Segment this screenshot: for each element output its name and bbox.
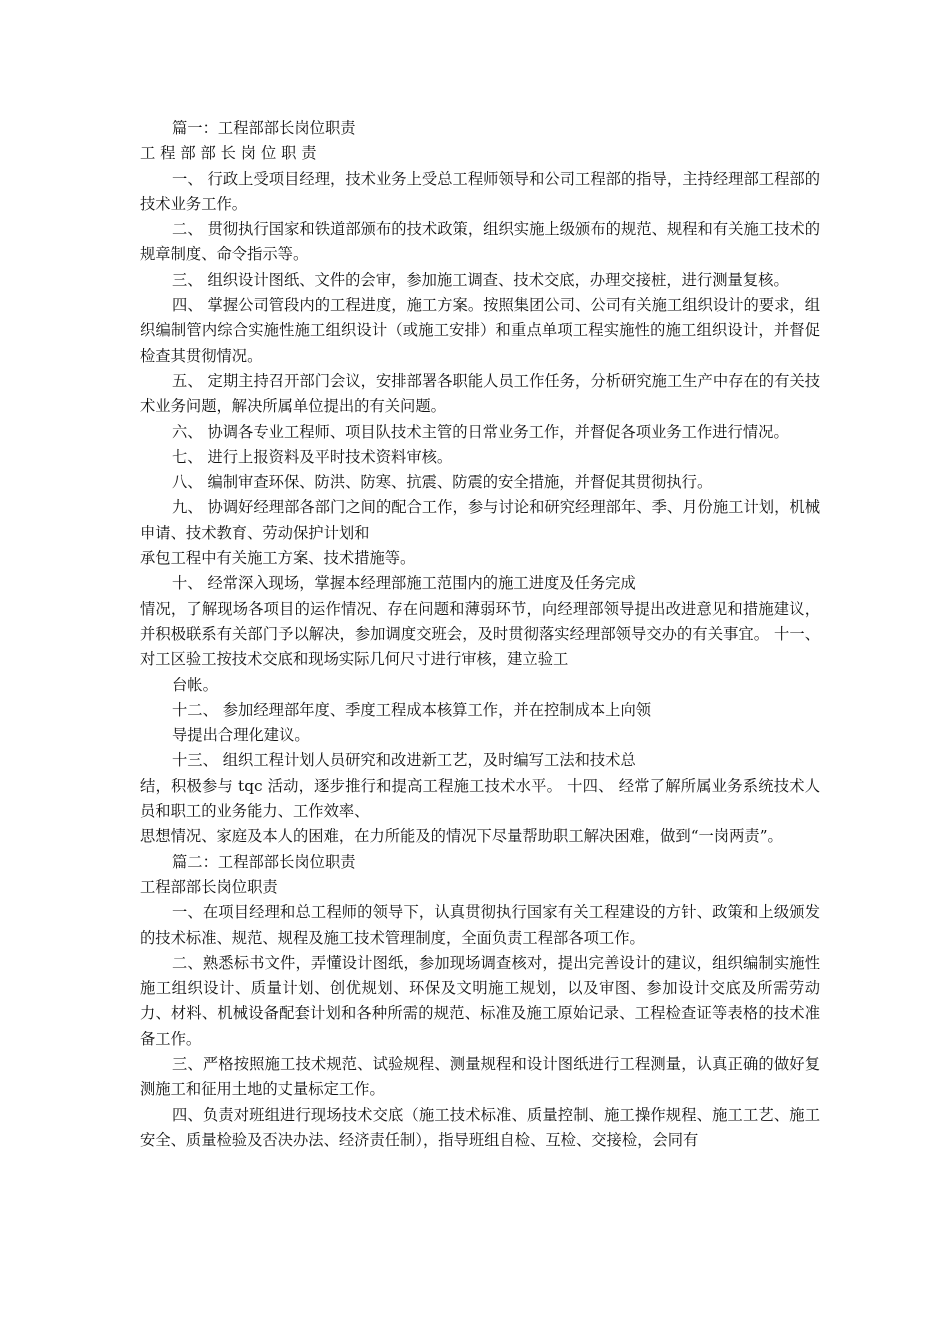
duty-item-12-cont: 导提出合理化建议。	[172, 726, 310, 745]
duty-item-7: 七、 进行上报资料及平时技术资料审核。	[172, 447, 453, 466]
duty-item-6: 六、 协调各专业工程师、项目队技术主管的日常业务工作，并督促各项业务工作进行情况。	[172, 422, 789, 441]
duty-item-9-cont: 承包工程中有关施工方案、技术措施等。	[140, 549, 416, 568]
duty-item-14-cont: 思想情况、家庭及本人的困难，在力所能及的情况下尽量帮助职工解决困难，做到“一岗两责”。	[140, 827, 783, 846]
duty-item-12: 十二、 参加经理部年度、季度工程成本核算工作，并在控制成本上向领	[172, 700, 652, 719]
duty2-item-1: 一、在项目经理和总工程师的领导下，认真贯彻执行国家有关工程建设的方针、政策和上级颁发的技术标准、规范、规程及施工技术管理制度，全面负责工程部各项工作。	[140, 903, 820, 947]
duty-item-4: 四、 掌握公司管段内的工程进度，施工方案。按照集团公司、公司有关施工组织设计的要求，组织编制管内综合实施性施工组织设计（或施工安排）和重点单项工程实施性的施工组织设计，并督促检查其贯彻情况。	[140, 296, 820, 365]
duty-item-9: 九、 协调好经理部各部门之间的配合工作，参与讨论和研究经理部年、季、月份施工计划，机械申请、技术教育、劳动保护计划和	[140, 498, 820, 542]
duty-item-10-cont: 情况，了解现场各项目的运作情况、存在问题和薄弱环节，向经理部领导提出改进意见和措施建议，并积极联系有关部门予以解决，参加调度交班会，及时贯彻落实经理部领导交办的有关事宜。 十一、 对工区验工按技术交底和现场实际几何尺寸进行审核，建立验工	[140, 599, 820, 669]
duty-item-13: 十三、 组织工程计划人员研究和改进新工艺，及时编写工法和技术总	[172, 751, 636, 770]
duty2-item-3: 三、严格按照施工技术规范、试验规程、测量规程和设计图纸进行工程测量，认真正确的做好复测施工和征用土地的丈量标定工作。	[140, 1054, 820, 1099]
doc-title-2: 工程部部长岗位职责	[140, 877, 278, 896]
duty-item-1: 一、 行政上受项目经理，技术业务上受总工程师领导和公司工程部的指导，主持经理部工程部的技术业务工作。	[140, 169, 820, 213]
duty2-item-4: 四、负责对班组进行现场技术交底（施工技术标准、质量控制、施工操作规程、施工工艺、施工安全、质量检验及否决办法、经济责任制），指导班组自检、互检、交接检，会同有	[140, 1105, 820, 1149]
duty-item-10: 十、 经常深入现场，掌握本经理部施工范围内的施工进度及任务完成	[172, 574, 636, 593]
duty-item-2: 二、 贯彻执行国家和铁道部颁布的技术政策，组织实施上级颁布的规范、规程和有关施工技术的规章制度、命令指示等。	[140, 220, 820, 264]
duty-item-8: 八、 编制审查环保、防洪、防寒、抗震、防震的安全措施，并督促其贯彻执行。	[172, 473, 713, 492]
duty-item-5: 五、 定期主持召开部门会议，安排部署各职能人员工作任务，分析研究施工生产中存在的有关技术业务问题，解决所属单位提出的有关问题。	[140, 371, 820, 416]
section-heading-1: 篇一：工程部部长岗位职责	[172, 119, 356, 137]
duty-item-13-cont: 结，积极参与 tqc 活动，逐步推行和提高工程施工技术水平。 十四、 经常了解所属业务系统技术人员和职工的业务能力、工作效率、	[140, 776, 820, 821]
doc-title-1: 工 程 部 部 长 岗 位 职 责	[140, 144, 317, 163]
duty-item-11-cont: 台帐。	[172, 675, 218, 694]
document-page	[140, 116, 820, 1153]
duty2-item-2: 二、熟悉标书文件，弄懂设计图纸，参加现场调查核对，提出完善设计的建议，组织编制实施性施工组织设计、质量计划、创优规划、环保及文明施工规划，以及审图、参加设计交底及所需劳动力、材料、机械设备配套计划和各种所需的规范、标准及施工原始记录、工程检查证等表格的技术准备工作。	[140, 953, 820, 1048]
section-heading-2: 篇二：工程部部长岗位职责	[172, 852, 356, 871]
duty-item-3: 三、 组织设计图纸、文件的会审，参加施工调查、技术交底，办理交接桩，进行测量复核。	[172, 270, 789, 289]
